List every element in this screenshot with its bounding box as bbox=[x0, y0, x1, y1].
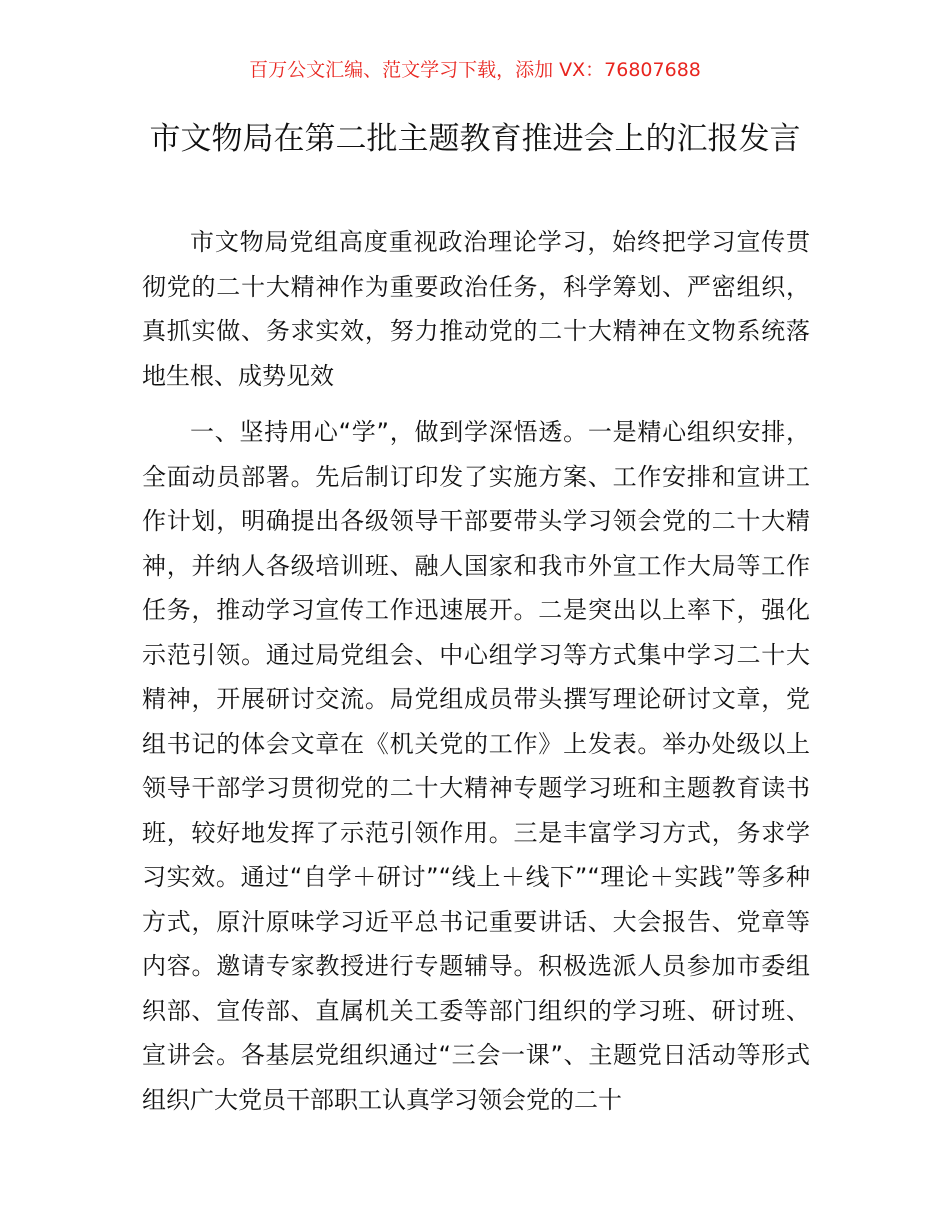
section-one-paragraph: 一、坚持用心“学”，做到学深悟透。一是精心组织安排，全面动员部署。先后制订印发了实施方案、工作安排和宣讲工作计划，明确提出各级领导干部要带头学习领会党的二十大精神，并纳人各级培训班、融人国家和我市外宣工作大局等工作任务，推动学习宣传工作迅速展开。二是突出以上率下，强化示范引领。通过局党组会、中心组学习等方式集中学习二十大精神，开展研讨交流。局党组成员带头撰写理论研讨文章，党组书记的体会文章在《机关党的工作》上发表。举办处级以上领导干部学习贯彻党的二十大精神专题学习班和主题教育读书班，较好地发挥了示范引领作用。三是丰富学习方式，务求学习实效。通过“自学＋研讨”“线上＋线下”“理论＋实践”等多种方式，原汁原味学习近平总书记重要讲话、大会报告、党章等内容。邀请专家教授进行专题辅导。积极选派人员参加市委组织部、宣传部、直属机关工委等部门组织的学习班、研讨班、宣讲会。各基层党组织通过“三会一课”、主题党日活动等形式组织广大党员干部职工认真学习领会党的二十 bbox=[142, 418, 810, 1114]
promo-banner: 百万公文汇编、范文学习下载，添加 VX：76807688 bbox=[249, 59, 701, 81]
intro-paragraph: 市文物局党组高度重视政治理论学习，始终把学习宣传贯彻党的二十大精神作为重要政治任务，科学筹划、严密组织，真抓实做、务求实效，努力推动党的二十大精神在文物系统落地生根、成势见效 bbox=[142, 228, 810, 390]
document-title: 市文物局在第二批主题教育推进会上的汇报发言 bbox=[149, 121, 801, 157]
document-body bbox=[142, 220, 810, 1122]
